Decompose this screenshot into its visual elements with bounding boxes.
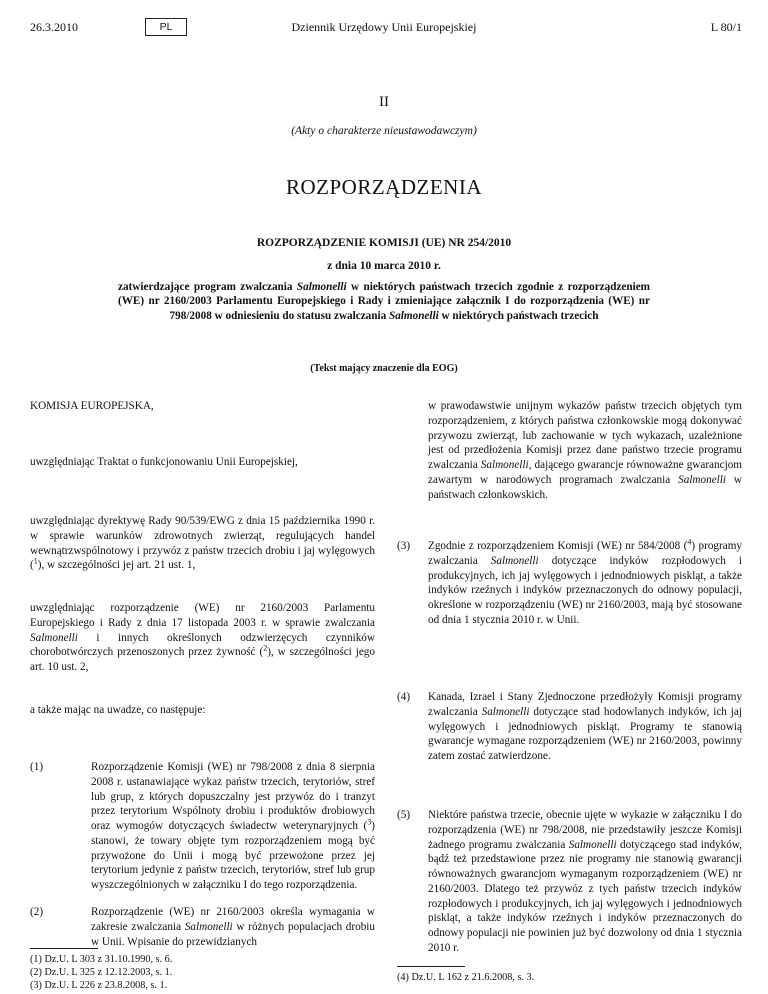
whereas-intro: a także mając na uwadze, co następuje: — [30, 704, 206, 716]
recital-number: (2) — [30, 906, 44, 918]
footnote: (1) Dz.U. L 303 z 31.10.1990, s. 6. — [30, 954, 173, 965]
section-title: ROZPORZĄDZENIA — [286, 175, 482, 199]
footnote-separator — [30, 948, 98, 949]
recital-text: Rozporządzenie (WE) nr 2160/2003 określa wymagania w zakresie zwalczania Salmonelli w różnych populacjach drobiu w Unii. Wpisanie do przewidzianych — [91, 906, 375, 948]
footnote-right: (4) Dz.U. L 162 z 21.6.2008, s. 3. — [397, 972, 535, 983]
footnote: (2) Dz.U. L 325 z 12.12.2003, s. 1. — [30, 967, 173, 979]
page-reference: L 80/1 — [710, 20, 742, 34]
acts-note: (Akty o charakterze nieustawodawczym) — [291, 125, 477, 137]
recital-text: Rozporządzenie Komisji (WE) nr 798/2008 z dnia 8 sierpnia 2008 r. ustanawiające wykaz państw trzecich, terytoriów, stref lub grup, z których dopuszczalny jest przywóz do i tranzyt przez terytorium Wspólnoty drobiu i produktów drobiowych oraz wymogów dotyczących świadectw weterynaryjnych ($^3$) stanowi, że towary objęte tym rozporządzeniem mogą być przywożone do Unii i mogą być przewożone przez jej terytorium jedynie z państw trzecich, terytoriów, stref lub grup wyszczególnionych w załączniku I do tego rozporządzenia. — [91, 761, 375, 892]
regulation-title: ROZPORZĄDZENIE KOMISJI (UE) NR 254/2010 — [256, 237, 512, 249]
recital-number: (1) — [30, 761, 44, 773]
regulation-date: z dnia 10 marca 2010 r. — [327, 260, 441, 272]
eea-relevance-note: (Tekst mający znaczenie dla EOG) — [310, 363, 458, 374]
citation-regulation: uwzględniając rozporządzenie (WE) nr 2160/2003 Parlamentu Europejskiego i Rady z dnia 17 listopada 2003 r. w sprawie zwalczania Salmonelli i innych określonych odzwierzęcych czynników chorobotwórczych przenoszonych przez żywność ($^2$), w szczególności jego art. 10 ust. 2, — [30, 602, 375, 674]
part-number: II — [379, 94, 389, 110]
recital-5-number: (5) — [397, 809, 411, 821]
publication-date: 26.3.2010 — [30, 20, 78, 34]
citation-treaty: uwzględniając Traktat o funkcjonowaniu Unii Europejskiej, — [30, 456, 298, 468]
recital-3-number: (3) — [397, 540, 411, 552]
commission-heading: KOMISJA EUROPEJSKA, — [30, 400, 154, 412]
language-badge: PL — [145, 18, 187, 36]
recital-5-text: Niektóre państwa trzecie, obecnie ujęte w wykazie w załączniku I do rozporządzenia (WE) nr 798/2008, nie przedstawiły jeszcze Komisji żadnego programu zwalczania Salmonelli dotyczącego stad indyków, bądź też przedstawione przez nie programy nie stanowią gwarancji równoważnych gwarancjom wymaganym rozporządzeniem (WE) nr 2160/2003. Dlatego też przywóz z tych państw trzecich indyków rozpłodowych i produkcyjnych, ich jaj wylęgowych i jednodniowych piskląt, a także indyków rzeźnych i indyków przeznaczonych do odnowy populacji nie powinien już być dozwolony od dnia 1 stycznia 2010 r. — [428, 809, 742, 955]
recital-2-continuation: w prawodawstwie unijnym wykazów państw trzecich objętych tym rozporządzeniem, z których państwa członkowskie mogą dokonywać przywozu zwierząt, lub zachowanie w tych wykazach, uzależnione jest od przedłożenia Komisji przez dane państwo trzecie programu zwalczania Salmonelli, dającego gwarancje równoważne gwarancjom zawartym w narodowych programach zwalczania Salmonelli w państwach członkowskich. — [428, 400, 742, 501]
citation-directive: uwzględniając dyrektywę Rady 90/539/EWG z dnia 15 października 1990 r. w sprawie warunków zdrowotnych zwierząt, regulujących handel wewnątrzwspólnotowy i przywóz z państw trzecich drobiu i jaj wylęgowych ($^1$), w szczególności jej art. 21 ust. 1, — [30, 515, 375, 572]
recital-4-text: Kanada, Izrael i Stany Zjednoczone przedłożyły Komisji programy zwalczania Salmonelli dotyczące stad hodowlanych indyków, ich jaj wylęgowych i jednodniowych piskląt. Programy te stanowią gwarancje wymagane rozporządzeniem (WE) nr 2160/2003, powinny zatem zostać zatwierdzone. — [428, 691, 742, 763]
recital-3-text: Zgodnie z rozporządzeniem Komisji (WE) nr 584/2008 ($^4$) programy zwalczania Salmonelli dotyczące indyków rozpłodowych i produkcyjnych, ich jaj wylęgowych i jednodniowych piskląt, a także indyków rzeźnych i indyków przeznaczonych do odnowy populacji, określone w rozporządzeniu (WE) nr 2160/2003, mają być stosowane od dnia 1 stycznia 2010 r. w Unii. — [428, 537, 742, 626]
regulation-description: zatwierdzające program zwalczania Salmonelli w niektórych państwach trzecich zgodnie z rozporządzeniem (WE) nr 2160/2003 Parlamentu Europejskiego i Rady i zmieniające załącznik I do rozporządzenia (WE) nr 798/2008 w odniesieniu do statusu zwalczania Salmonelli w niektórych państwach trzecich — [118, 281, 651, 322]
journal-title: Dziennik Urzędowy Unii Europejskiej — [291, 20, 477, 34]
footnote: (3) Dz.U. L 226 z 23.8.2008, s. 1. — [30, 980, 168, 992]
footnotes-left — [30, 953, 375, 992]
footnote-separator-right — [397, 966, 465, 967]
recital-4-number: (4) — [397, 691, 411, 703]
